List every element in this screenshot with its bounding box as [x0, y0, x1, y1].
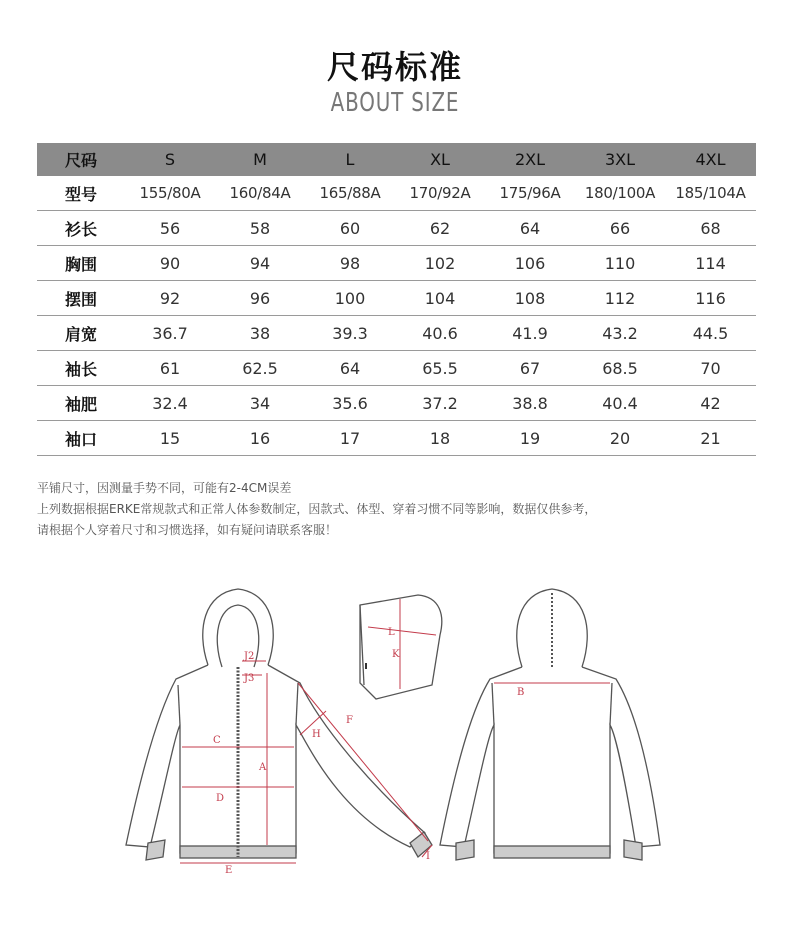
label-h: H [312, 729, 321, 740]
label-j2: J2 [244, 651, 255, 662]
table-cell: 62 [395, 211, 485, 246]
table-cell: 17 [305, 421, 395, 456]
label-j3: J3 [244, 673, 255, 684]
table-cell: 67 [485, 351, 575, 386]
label-i: I [426, 851, 430, 862]
table-cell: 64 [305, 351, 395, 386]
table-cell: 32.4 [125, 386, 215, 421]
table-cell: 90 [125, 246, 215, 281]
table-cell: 104 [395, 281, 485, 316]
table-cell: 68.5 [575, 351, 665, 386]
row-label: 袖肥 [37, 386, 125, 421]
table-cell: 38 [215, 316, 305, 351]
table-cell: 180/100A [575, 176, 665, 211]
table-cell: 36.7 [125, 316, 215, 351]
table-cell: 112 [575, 281, 665, 316]
table-cell: 35.6 [305, 386, 395, 421]
table-cell: 39.3 [305, 316, 395, 351]
header-size-2xl: 2XL [485, 143, 575, 176]
table-cell: 65.5 [395, 351, 485, 386]
table-cell: 61 [125, 351, 215, 386]
table-row [37, 351, 756, 386]
table-cell: 114 [665, 246, 756, 281]
table-row [37, 246, 756, 281]
table-cell: 56 [125, 211, 215, 246]
table-cell: 155/80A [125, 176, 215, 211]
table-cell: 98 [305, 246, 395, 281]
label-d: D [216, 793, 225, 804]
size-table-header [37, 143, 756, 176]
table-cell: 19 [485, 421, 575, 456]
table-cell: 34 [215, 386, 305, 421]
row-label: 型号 [37, 176, 125, 211]
table-cell: 116 [665, 281, 756, 316]
table-cell: 160/84A [215, 176, 305, 211]
table-row [37, 316, 756, 351]
table-cell: 21 [665, 421, 756, 456]
label-c: C [213, 735, 221, 746]
note-line: 请根据个人穿着尺寸和习惯选择，如有疑问请联系客服！ [37, 523, 338, 537]
table-cell: 43.2 [575, 316, 665, 351]
table-row [37, 386, 756, 421]
row-label: 肩宽 [37, 316, 125, 351]
table-cell: 108 [485, 281, 575, 316]
note-line: 上列数据根据ERKE常规款式和正常人体参数制定，因款式、体型、穿着习惯不同等影响，数据仅供参考， [37, 502, 597, 516]
table-cell: 15 [125, 421, 215, 456]
table-cell: 106 [485, 246, 575, 281]
header-size-xl: XL [395, 143, 485, 176]
table-cell: 58 [215, 211, 305, 246]
table-row [37, 211, 756, 246]
table-cell: 70 [665, 351, 756, 386]
table-cell: 40.4 [575, 386, 665, 421]
table-cell: 44.5 [665, 316, 756, 351]
table-cell: 165/88A [305, 176, 395, 211]
table-cell: 37.2 [395, 386, 485, 421]
page-subtitle: ABOUT SIZE [330, 88, 460, 118]
table-cell: 38.8 [485, 386, 575, 421]
hood-measure-lines [368, 599, 436, 689]
hood-measure-labels [388, 627, 400, 660]
table-cell: 42 [665, 386, 756, 421]
row-label: 胸围 [37, 246, 125, 281]
row-label: 袖口 [37, 421, 125, 456]
table-cell: 41.9 [485, 316, 575, 351]
table-cell: 185/104A [665, 176, 756, 211]
table-row [37, 281, 756, 316]
table-cell: 100 [305, 281, 395, 316]
row-label: 衫长 [37, 211, 125, 246]
header-size-4xl: 4XL [665, 143, 756, 176]
measurement-diagram [0, 575, 790, 895]
table-cell: 18 [395, 421, 485, 456]
label-f: F [346, 715, 353, 726]
back-measure-labels [517, 687, 524, 698]
table-cell: 170/92A [395, 176, 485, 211]
header-size-label: 尺码 [37, 143, 125, 176]
table-row [37, 176, 756, 211]
table-row [37, 421, 756, 456]
table-cell: 20 [575, 421, 665, 456]
header-size-3xl: 3XL [575, 143, 665, 176]
label-a: A [259, 762, 267, 773]
label-b: B [517, 687, 525, 698]
label-e: E [225, 865, 233, 876]
label-l: L [388, 627, 395, 638]
table-cell: 110 [575, 246, 665, 281]
table-cell: 96 [215, 281, 305, 316]
table-cell: 102 [395, 246, 485, 281]
table-cell: 66 [575, 211, 665, 246]
header-size-s: S [125, 143, 215, 176]
row-label: 袖长 [37, 351, 125, 386]
table-cell: 60 [305, 211, 395, 246]
table-cell: 94 [215, 246, 305, 281]
jacket-back-illustration [440, 589, 660, 860]
hood-side-illustration [360, 595, 442, 699]
table-cell: 16 [215, 421, 305, 456]
page-title: 尺码标准 [326, 48, 463, 86]
row-label: 摆围 [37, 281, 125, 316]
size-notes [37, 478, 757, 541]
table-cell: 68 [665, 211, 756, 246]
front-measure-lines [180, 661, 432, 863]
note-line: 平铺尺寸，因测量手势不同，可能有2-4CM误差 [37, 481, 292, 495]
table-cell: 62.5 [215, 351, 305, 386]
size-table [37, 143, 756, 456]
jacket-front-illustration [126, 589, 432, 860]
table-cell: 40.6 [395, 316, 485, 351]
label-k: K [392, 649, 400, 660]
table-cell: 175/96A [485, 176, 575, 211]
table-cell: 64 [485, 211, 575, 246]
header-size-l: L [305, 143, 395, 176]
table-cell: 92 [125, 281, 215, 316]
front-measure-labels [213, 651, 430, 876]
header-size-m: M [215, 143, 305, 176]
